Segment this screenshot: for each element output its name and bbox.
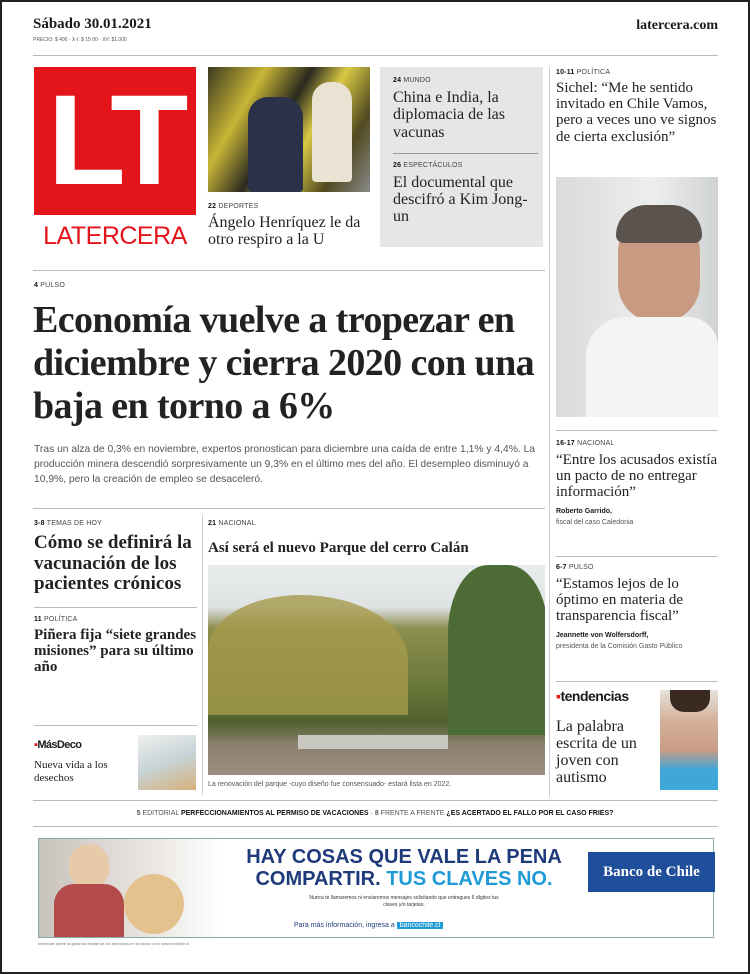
tendencias-story xyxy=(556,688,658,786)
pinera-headline[interactable]: Piñera fija “siete grandes misiones” para su último año xyxy=(34,626,197,675)
ad-link[interactable]: bancochile.cl xyxy=(397,922,443,929)
bank-ad[interactable] xyxy=(38,838,714,938)
quote2-block xyxy=(556,563,721,677)
logo-mark[interactable]: LT xyxy=(34,67,196,215)
quote1-author: Roberto Garrido, xyxy=(556,507,613,515)
logo-name: LATERCERA xyxy=(43,222,187,250)
left-column-stories xyxy=(34,519,199,675)
park-photo xyxy=(208,565,545,775)
masdeco-brand: ▪MásDeco xyxy=(34,739,82,751)
sports-headline[interactable]: Ángelo Henríquez le da otro respiro a la U xyxy=(208,214,361,249)
divider xyxy=(33,55,718,56)
divider xyxy=(34,725,197,726)
ad-more: Para más información, ingresa a bancochile.cl xyxy=(294,921,443,931)
quote1-block xyxy=(556,439,721,553)
divider xyxy=(556,556,718,557)
briefs-stack xyxy=(393,76,538,226)
kicker: 3-8 TEMAS DE HOY xyxy=(34,520,103,527)
divider xyxy=(33,508,545,509)
kicker: 24 MUNDO xyxy=(393,77,431,84)
kicker: 11 POLÍTICA xyxy=(34,615,78,623)
kicker: 26 ESPECTÁCULOS xyxy=(393,161,463,169)
quote1-role: fiscal del caso Caledonia xyxy=(556,518,634,526)
politics-headline[interactable]: Sichel: “Me he sentido invitado en Chile Vamos, pero a veces uno ve signos de cierta exclusión” xyxy=(556,80,717,145)
site-link[interactable]: latercera.com xyxy=(636,18,718,33)
masdeco-thumbnail xyxy=(138,735,196,790)
quote1-text[interactable]: “Entre los acusados existía un pacto de no entregar información” xyxy=(556,452,718,501)
ad-fine-print: Infórmate sobre la garantía estatal de los depósitos en tu banco o en www.cmfchile.cl xyxy=(38,941,190,946)
ad-photo xyxy=(39,839,219,937)
divider xyxy=(33,826,718,827)
tendencias-headline[interactable]: La palabra escrita de un joven con autismo xyxy=(556,718,637,786)
park-caption: La renovación del parque -cuyo diseño fue consensuado- estará lista en 2022. xyxy=(208,781,452,788)
world-headline[interactable]: China e India, la diplomacia de las vacunas xyxy=(393,89,505,141)
divider xyxy=(34,607,197,608)
kicker: 4 PULSO xyxy=(34,282,65,289)
divider xyxy=(556,430,718,431)
bank-logo: Banco de Chile xyxy=(588,852,715,892)
divider xyxy=(33,270,545,271)
issue-date: Sábado 30.01.2021 xyxy=(33,16,152,32)
kicker: 6-7 PULSO xyxy=(556,564,594,571)
politics-story xyxy=(556,68,721,145)
column-divider xyxy=(202,515,203,795)
column-divider xyxy=(549,67,550,797)
price-line: PRECIO: $ 400 · X-I: $ 15 00 · XV: $1.000 xyxy=(33,37,127,43)
shows-headline[interactable]: El documental que descifró a Kim Jong-un xyxy=(393,173,528,226)
kicker: 21 NACIONAL xyxy=(208,520,256,527)
quote2-text[interactable]: “Estamos lejos de lo óptimo en materia de transparencia fiscal” xyxy=(556,576,684,625)
kicker: 10-11 POLÍTICA xyxy=(556,69,611,76)
sports-story xyxy=(208,202,374,249)
divider xyxy=(393,153,538,154)
quote2-role: presidenta de la Comisión Gasto Público xyxy=(556,642,683,650)
masdeco-headline[interactable]: Nueva vida a los desechos xyxy=(34,759,108,784)
sichel-photo xyxy=(556,177,718,417)
quote2-author: Jeannette von Wolfersdorff, xyxy=(556,631,649,639)
kicker: 16-17 NACIONAL xyxy=(556,440,615,447)
lead-headline[interactable]: Economía vuelve a tropezar en diciembre y cierra 2020 con una baja en torno a 6% xyxy=(33,299,535,427)
tendencias-photo xyxy=(660,690,718,790)
ad-headline: HAY COSAS QUE VALE LA PENA COMPARTIR. TUS CLAVES NO. xyxy=(246,846,562,890)
lead-story xyxy=(33,281,548,487)
divider xyxy=(33,800,718,801)
vaccination-headline[interactable]: Cómo se definirá la vacunación de los pacientes crónicos xyxy=(34,532,192,595)
divider xyxy=(556,681,718,682)
ad-body: Nunca te llamaremos ni enviaremos mensajes solicitando que entregues 6 dígitos tus claves y/o tarjetas. xyxy=(309,895,499,908)
index-line: 5 EDITORIAL PERFECCIONAMIENTOS AL PERMISO DE VACACIONES · 8 FRENTE A FRENTE ¿ES ACERTADO EL FALLO POR EL CASO FRIES? xyxy=(136,810,614,817)
tendencias-brand: ▪tendencias xyxy=(556,688,629,704)
kicker: 22 DEPORTES xyxy=(208,203,259,210)
soccer-photo xyxy=(208,67,370,192)
lead-deck: Tras un alza de 0,3% en noviembre, expertos pronostican para diciembre una caída de entre 1,1% y 4,4%. La producción minera descendió sorpresivamente un 9,3% en el último mes del año. El desempleo disminuyó a 10,9%, pero la creación de empleo se desaceleró. xyxy=(34,444,536,485)
park-headline[interactable]: Así será el nuevo Parque del cerro Calán xyxy=(208,540,469,556)
